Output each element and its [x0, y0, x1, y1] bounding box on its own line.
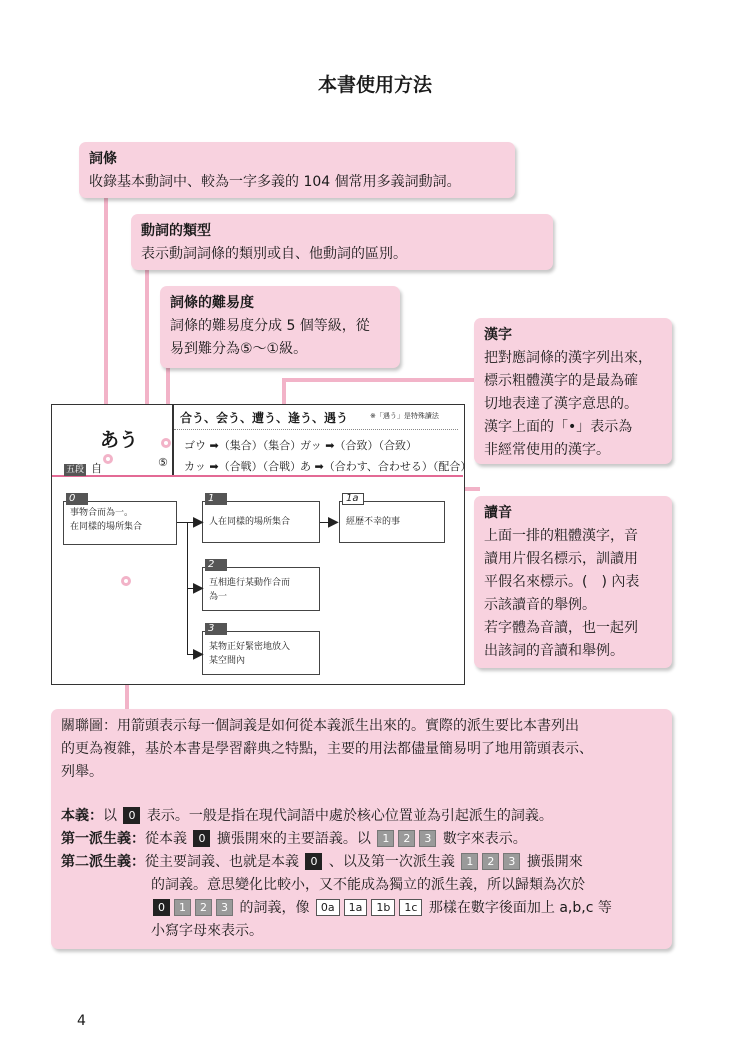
callout-heading: 詞條: [89, 151, 117, 167]
node-text: 在同樣的場所集合: [70, 522, 143, 532]
relation-dot: [121, 576, 131, 586]
callout-kanji: [474, 318, 672, 464]
kanji-connector-v: [282, 378, 286, 406]
callout-heading: 詞條的難易度: [170, 295, 254, 311]
page-number: 4: [77, 1013, 86, 1029]
kanji-connector-h: [282, 378, 480, 382]
text: 擴張開來: [526, 854, 583, 870]
reading-row1-a: ゴウ ➡（集合）（集合）: [184, 439, 302, 452]
text: 數字來表示。: [442, 831, 527, 847]
text: 那樣在數字後面加上 a,b,c 等: [428, 900, 612, 916]
sense-tag: 0: [153, 899, 170, 916]
sense-tag: 3: [216, 899, 233, 916]
node-text: 事物合而為一。: [70, 508, 134, 518]
node-text: 互相進行某動作合而: [209, 578, 291, 588]
callout-body-line: 平假名來標示。( ) 內表: [484, 574, 640, 590]
callout-body-line: 漢字上面的「•」表示為: [484, 419, 633, 435]
second-derivation-line: 的詞義。意思變化比較小，又不能成為獨立的派生義，所以歸類為次於: [151, 877, 585, 893]
sense-tag: 0: [123, 807, 140, 824]
sense-tag: 3: [419, 830, 436, 847]
node-number: 0: [66, 493, 88, 505]
callout-body-line: 讀用片假名標示，訓讀用: [484, 551, 638, 567]
text: 從本義: [145, 831, 187, 847]
text: 的詞義，像: [239, 900, 310, 916]
kanji-note: ※「遇う」是特殊讀法: [370, 412, 439, 420]
callout-body-line: 非經常使用的漢字。: [484, 442, 610, 458]
callout-body-line: 若字體為音讀，也一起列: [484, 620, 638, 636]
arrow-icon: ▶: [193, 514, 204, 530]
difficulty-dot: [161, 438, 171, 448]
sense-tag: 0: [305, 853, 322, 870]
verb-class: [64, 457, 102, 476]
meaning-node-0: [63, 501, 177, 545]
meaning-node-3: [202, 631, 320, 675]
callout-heading: 動詞的類型: [141, 223, 211, 239]
callout-body: 表示動詞詞條的類別或自、他動詞的區別。: [141, 246, 407, 262]
sense-tag: 2: [398, 830, 415, 847]
callout-body: 收錄基本動詞中、較為一字多義的 104 個常用多義詞動詞。: [89, 174, 461, 190]
text: 表示。一般是指在現代詞語中處於核心位置並為引起派生的詞義。: [146, 808, 553, 824]
meaning-node-2: [202, 567, 320, 611]
first-derivation-label: 第一派生義：: [61, 831, 145, 847]
sense-tag: 2: [482, 853, 499, 870]
callout-body-line: 標示粗體漢字的是最為確: [484, 373, 638, 389]
sense-tag: 1a: [344, 899, 368, 916]
kanji-row: 合う、会う、遭う、逢う、遇う: [180, 411, 349, 425]
node-text: 人在同樣的場所集合: [209, 517, 291, 527]
relation-line: 的更為複雜，基於本書是學習辭典之特點，主要的用法都儘量簡易明了地用箭頭表示、: [61, 741, 593, 757]
entry-divider: [172, 405, 174, 477]
meaning-node-1a: [339, 501, 445, 543]
node-text: 某空間內: [209, 656, 246, 666]
node-number: 1a: [342, 493, 364, 505]
reading-row2-b: あ ➡（合わす、合わせる）（配合）: [300, 460, 472, 473]
sense-tag: 0: [193, 830, 210, 847]
second-derivation-label: 第二派生義：: [61, 854, 145, 870]
sense-tag: 2: [195, 899, 212, 916]
callout-heading: 漢字: [484, 327, 512, 343]
node-text: 經歷不幸的事: [346, 517, 401, 527]
verb-class-label: 自: [91, 462, 103, 475]
second-derivation-line: [151, 897, 612, 920]
callout-difficulty: [160, 286, 400, 368]
callout-body-line: 上面一排的粗體漢字，音: [484, 528, 638, 544]
text: 、以及第一次派生義: [328, 854, 455, 870]
callout-body-line: 易到難分為⑤～①級。: [170, 341, 308, 357]
reading-row1-b: ガッ ➡（合致）（合致）: [300, 439, 417, 452]
meaning-node-1: [202, 501, 320, 543]
node-text: 為一: [209, 592, 228, 602]
callout-body-line: 出該詞的音讀和舉例。: [484, 643, 624, 659]
page-title: 本書使用方法: [317, 74, 432, 96]
node-text: 某物正好緊密地放入: [209, 642, 291, 652]
text: 擴張開來的主要語義。以: [216, 831, 371, 847]
callout-reading: [474, 496, 672, 668]
second-derivation-line: 小寫字母來表示。: [151, 923, 263, 939]
callout-heading: 讀音: [484, 505, 512, 521]
sample-entry: [51, 404, 472, 685]
sense-tag: 1: [461, 853, 478, 870]
relation-line: 關聯圖：用箭頭表示每一個詞義是如何從本義派生出來的。實際的派生要比本書列出: [61, 718, 579, 734]
node-number: 2: [205, 559, 227, 571]
relation-explanation: [51, 709, 672, 949]
relation-line: 列舉。: [61, 764, 103, 780]
callout-body-line: 把對應詞條的漢字列出來，: [484, 350, 652, 366]
sense-tag: 1c: [399, 899, 422, 916]
level-mark: ⑤: [158, 456, 168, 469]
sense-tag: 1b: [371, 899, 395, 916]
base-meaning-label: 本義：: [61, 808, 103, 824]
entry-headword: あう: [100, 429, 139, 451]
reading-row2-a: カッ ➡（合戦）（合戦）: [184, 460, 302, 473]
callout-verb-type: [131, 214, 553, 270]
text: 以: [103, 808, 117, 824]
verb-class-tag: 五段: [66, 465, 85, 475]
callout-headword: [79, 142, 515, 198]
sense-tag: 1: [174, 899, 191, 916]
sense-tag: 3: [503, 853, 520, 870]
sense-tag: 1: [377, 830, 394, 847]
arrow-icon: ▶: [193, 646, 204, 662]
callout-body-line: 詞條的難易度分成 5 個等級，從: [170, 318, 370, 334]
callout-body-line: 切地表達了漢字意思的。: [484, 396, 638, 412]
node-number: 3: [205, 623, 227, 635]
base-meaning-row: [61, 805, 553, 828]
first-derivation-row: [61, 828, 527, 851]
diagram-line: [177, 522, 187, 523]
node-number: 1: [205, 493, 227, 505]
callout-body-line: 示該讀音的舉例。: [484, 597, 596, 613]
text: 從主要詞義、也就是本義: [145, 854, 299, 870]
entry-rule: [52, 475, 463, 477]
verb-type-dot: [103, 454, 113, 464]
second-derivation-row: [61, 851, 583, 874]
sense-tag: 0a: [316, 899, 340, 916]
entry-dotted-rule: [174, 429, 458, 430]
arrow-icon: ▶: [193, 580, 204, 596]
arrow-icon: ▶: [328, 514, 339, 530]
